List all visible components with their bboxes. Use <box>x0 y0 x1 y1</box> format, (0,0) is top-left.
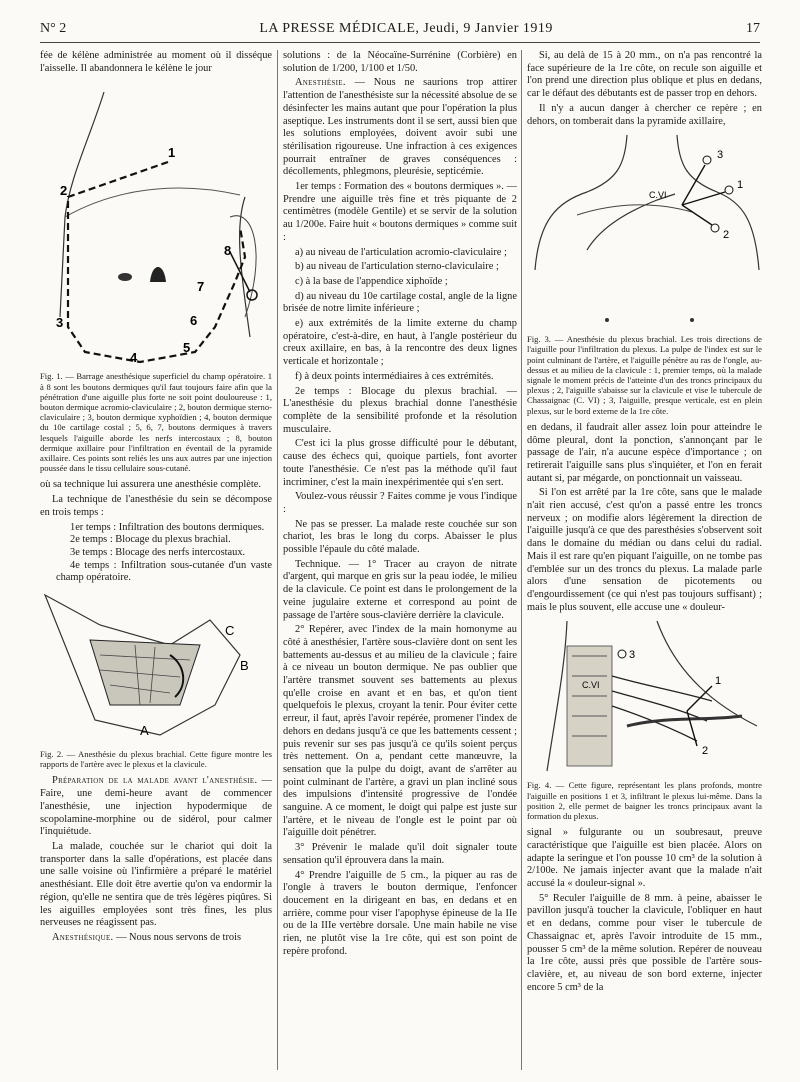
figure-3-caption: Fig. 3. — Anesthésie du plexus brachial. Les trois directions de l'aiguille pour l'infiltration du plexus. La pulpe de l'index est sur le point culminant de l'artère, et l'aiguille pénètre au ras de l'ongle, au-dessus et au milieu de la clavicule : 1, premier temps, où la malade signale le moment précis de l'atteinte d'un des troncs principaux du plexus ; 2, l'aiguille s'abaisse sur la clavicule et vise le tubercule de Chassaignac (C. VI) ; 3, l'aiguille, presque verticale, est en plein plexus, sur le bord externe de la 1re côte. <box>527 334 762 416</box>
figure-label: 3 <box>56 315 64 331</box>
figure-label: 1 <box>737 179 744 192</box>
list-item: c) à la base de l'appendice xiphoïde ; <box>295 275 448 287</box>
figure-label: 3 <box>717 149 724 162</box>
paragraph: Technique. — 1° Tracer au crayon de nitrate d'argent, qui marque en gris sur la peau iodée, le milieu de la clavicule. Ce point est dans le prolongement de la veine jugulaire externe et correspond au point de passage de l'artère sous-clavière derrière la clavicule. <box>283 558 517 621</box>
list-item: f) à deux points intermédiaires à ces extrémités. <box>295 370 494 382</box>
paragraph: où sa technique lui assurera une anesthésie complète. <box>40 479 262 491</box>
paragraph <box>40 775 272 839</box>
figure-1 <box>40 77 272 473</box>
journal-title: LA PRESSE MÉDICALE, Jeudi, 9 Janvier 1919 <box>259 21 553 36</box>
paragraph: Ne pas se presser. La malade reste couchée sur son chariot, les bras le long du corps. Abaisser le plus possible l'épaule du côté malade. <box>283 518 517 556</box>
paragraph: Il n'y a aucun danger à chercher ce repère ; en dehors, on tomberait dans la pyramide axillaire, <box>527 102 762 127</box>
figure-label: 5 <box>183 340 191 356</box>
figure-label: 8 <box>224 243 232 259</box>
section-heading: Préparation de la malade avant l'anesthésie. <box>52 775 258 787</box>
paragraph: solutions : de la Néocaïne-Surrénine (Corbière) en solution de 1/200, 1/100 et 1/50. <box>283 50 517 74</box>
list-item: d) au niveau du 10e cartilage costal, angle de la ligne brisée de notre limite inférieure ; <box>283 290 517 315</box>
column-2 <box>283 50 517 1070</box>
paragraph: 3° Prévenir le malade qu'il doit signaler toute sensation qu'il éprouvera dans la main. <box>283 842 517 866</box>
figure-label: A <box>140 723 149 739</box>
figure-label: 1 <box>715 675 722 688</box>
paragraph: Si, au delà de 15 à 20 mm., on n'a pas rencontré la face supérieure de la 1re côte, on recule son aiguille et l'on prend une direction plus oblique et plus en dedans, car le défaut des débutants est de passer trop en dehors. <box>527 50 762 100</box>
paragraph: C'est ici la plus grosse difficulté pour le débutant, cause des échecs qui, quoique partiels, font avorter toute l'anesthésie. Ce n'est pas la méthode qu'il faut incriminer, c'est la main inexpérimentée qui s'en sert. <box>283 438 517 488</box>
figure-2-illustration <box>40 585 272 745</box>
list-item: b) au niveau de l'articulation sterno-claviculaire ; <box>295 261 499 273</box>
figure-3 <box>527 130 762 416</box>
figure-label: 1 <box>168 145 176 161</box>
figure-4 <box>527 616 762 821</box>
page-number: 17 <box>746 21 760 36</box>
paragraph: 2e temps : Blocage du plexus brachial. — L'anesthésie du plexus brachial donne l'anesthésie complète de la sensibilité profonde et la résolution musculaire. <box>283 385 517 435</box>
figure-2-caption: Fig. 2. — Anesthésie du plexus brachial. Cette figure montre les rapports de l'artère avec le plexus et la clavicule. <box>40 749 272 770</box>
list-item: a) au niveau de l'articulation acromio-claviculaire ; <box>295 246 507 258</box>
section-heading: Anesthésique. <box>52 931 114 943</box>
paragraph: signal » fulgurante ou un soubresaut, preuve caractéristique que l'aiguille est bien placée. Alors on adapte la seringue et l'on pousse 10 cm³ de la solution à 2/100e. Ne jamais injecter avant que la malade n'ait accusé la « douleur-signal ». <box>527 827 762 890</box>
paragraph: Si l'on est arrêté par la 1re côte, sans que le malade n'ait rien accusé, c'est qu'on a passé entre les troncs nerveux ; on modifie alors légèrement la direction de l'aiguille jusqu'à ce que des paresthésies s'observent soit dans le domaine du médian ou dans celui du radial. Mais il est rare qu'en piquant l'aiguille, on ne tombe pas d'emblée sur un des troncs du plexus. La malade parle alors d'une sensation de picotements ou d'engourdissement (ce qui n'est pas toujours suffisant) ; mais le plus souvent, elle accuse une « douleur- <box>527 487 762 613</box>
figure-label: 6 <box>190 313 198 329</box>
paragraph: Voulez-vous réussir ? Faites comme je vous l'indique : <box>283 491 517 515</box>
figure-label: 2 <box>702 745 709 758</box>
list-item: 3e temps : Blocage des nerfs intercostaux. <box>70 546 246 558</box>
figure-1-illustration <box>40 77 272 367</box>
paragraph: La technique de l'anesthésie du sein se décompose en trois temps : <box>40 494 272 518</box>
figure-3-illustration <box>527 130 762 330</box>
paragraph: en dedans, il faudrait aller assez loin pour atteindre le dôme pleural, dont la ponction, s'annonçant par le passage de l'air, n'a aucune espèce d'importance ; on retirerait l'aiguille sans plus s'inquiéter, et l'on en ferait autant si, par mégarde, on ponctionnait un vaisseau. <box>527 421 762 484</box>
page-header <box>40 16 760 43</box>
section-text: — Nous ne saurions trop attirer l'attention de l'anesthésiste sur la nécessité absolue de se désinfecter les mains autant que pour l'opération la plus aseptique. Les instruments dont il se sert, aussi bien que les solutions employées, doivent avoir subi une stérilisation rigoureuse. Une infraction à ces exigences pourrait entraîner de graves conséquences : décollements, phlegmons, pleurésie, septicémie. <box>283 77 517 178</box>
figure-label: 3 <box>629 649 636 662</box>
list-item: e) aux extrémités de la limite externe du champ opératoire, c'est-à-dire, en haut, à l'angle postérieur du creux axillaire, en bas, à la rencontre des deux lignes verticale et horizontale ; <box>283 318 517 368</box>
list-item: 1er temps : Infiltration des boutons dermiques. <box>70 521 265 533</box>
figure-4-caption: Fig. 4. — Cette figure, représentant les plans profonds, montre l'aiguille en positions 1 et 3, infiltrant le plexus lui-même. Dans la position 2, elle permet de baigner les troncs principaux avant la formation du plexus. <box>527 780 762 821</box>
paragraph: fée de kélène administrée au moment où il disséque l'aisselle. Il abandonnera le kélène le jour <box>40 50 272 74</box>
paragraph: 1er temps : Formation des « boutons dermiques ». — Prendre une aiguille très fine et très piquante de 2 centimètres (modèle Gentile) et se servir de la solution au 1/200e. Faire huit « boutons dermiques » comme suit : <box>283 181 517 243</box>
figure-1-caption: Fig. 1. — Barrage anesthésique superficiel du champ opératoire. 1 à 8 sont les boutons dermiques qu'il faut toujours faire afin que la pénétration d'une aiguille plus forte ne soit point douloureuse : 1, bouton dermique acromio-claviculaire ; 2, bouton dermique sterno-claviculaire ; 3, bouton dermique xyphoïdien ; 4, bouton dermique du 10e cartilage costal ; 5, 6, 7, boutons dermiques à travers lesquels l'aiguille aborde les nerfs intercostaux ; 8, bouton dermique axillaire pour l'infiltration en éventail de la pyramide axillaire. Ces points sont reliés les uns aux autres par une injection poussée dans le tissu cellulaire sous-cutané. <box>40 371 272 474</box>
column-1 <box>40 50 272 1070</box>
figure-2 <box>40 585 272 769</box>
figure-label: 7 <box>197 279 205 295</box>
figure-label: 2 <box>60 183 68 199</box>
list-item: 4e temps : Infiltration sous-cutanée d'un vaste champ opératoire. <box>56 559 272 584</box>
issue-number: N° 2 <box>40 21 67 36</box>
paragraph: 2° Repérer, avec l'index de la main homonyme au côté à anesthésier, l'artère sous-clavière dont on sent les battements au-dessus et au milieu de la clavicule ; faire à ce niveau un bouton dermique. Ne pas oublier que l'artère transmet souvent ses battements au plexus qu'elle croise en avant et en bas, et qu'on tient quelquefois le plexus, croyant la tenir. Pour éviter cette erreur, il faut, après l'avoir repérée, promener l'index de dehors en dedans jusqu'à ce que les battements cessent ; puis revenir sur ses pas jusqu'à ce qu'ils soient perçus très nettement. On a, pendant cette manœuvre, la sensation que la pulpe du doigt, avant de s'arrêter au point culminant de l'artère, a gravi un plan incliné sous des impulsions d'intensité progressive de l'ondée sanguine. A ce moment, le doigt qui palpe est juste sur l'artère, et le niveau de l'ongle est le point par où l'aiguille doit pénétrer. <box>283 624 517 839</box>
steps-list <box>40 522 272 586</box>
figure-4-illustration <box>527 616 762 776</box>
section-text: — Nous nous servons de trois <box>116 931 242 943</box>
figure-label: 2 <box>723 229 730 242</box>
section-text: — Faire, une demi-heure avant de commencer l'anesthésie, une injection hypodermique de scopolamine-morphine ou de sidérol, pour calmer l'inquiétude. <box>40 775 272 838</box>
list-item: 2e temps : Blocage du plexus brachial. <box>70 534 231 546</box>
column-rule <box>277 50 278 1070</box>
column-3 <box>527 50 762 1070</box>
paragraph: 5° Reculer l'aiguille de 8 mm. à peine, abaisser le pavillon jusqu'à toucher la clavicule, l'obliquer en haut et en dedans, comme pour viser le tubercule de Chassaignac et, après l'avoir introduite de 15 mm., pousser 5 cm³ de la même solution. Repérer de nouveau la 1re côte, aussi près que possible de l'artère sous-clavière, et, au niveau de son bord externe, injecter encore 5 cm³ de la <box>527 892 762 993</box>
paragraph <box>283 77 517 179</box>
column-rule <box>521 50 522 1070</box>
figure-label: C <box>225 623 235 639</box>
figure-label: B <box>240 658 249 674</box>
section-heading: Anesthésie. <box>295 77 346 89</box>
figure-label: C.VI <box>649 190 667 201</box>
paragraph <box>40 932 272 945</box>
figure-label: C.VI <box>582 680 600 691</box>
figure-label: 4 <box>130 350 138 366</box>
paragraph: La malade, couchée sur le chariot qui doit la transporter dans la salle d'opérations, est placée dans une salle voisine où l'infirmière a préparé le matériel anesthésiant. Elle doit être avertie qu'on va endormir la région, qu'elle ne sentira que de très légères piqûres. Si les aiguilles employées sont très fines, les plus nerveuses ne réagissent pas. <box>40 840 272 929</box>
paragraph: 4° Prendre l'aiguille de 5 cm., la piquer au ras de l'ongle à travers le bouton dermique, l'enfoncer doucement en la dirigeant en bas, en dedans et en arrière, comme pour viser l'apophyse épineuse de la IIe ou de la IIIe vertèbre dorsale. Une main habile ne vise rien, ne plutôt vise la 1re côte, qui est son point de repère profond. <box>283 869 517 957</box>
